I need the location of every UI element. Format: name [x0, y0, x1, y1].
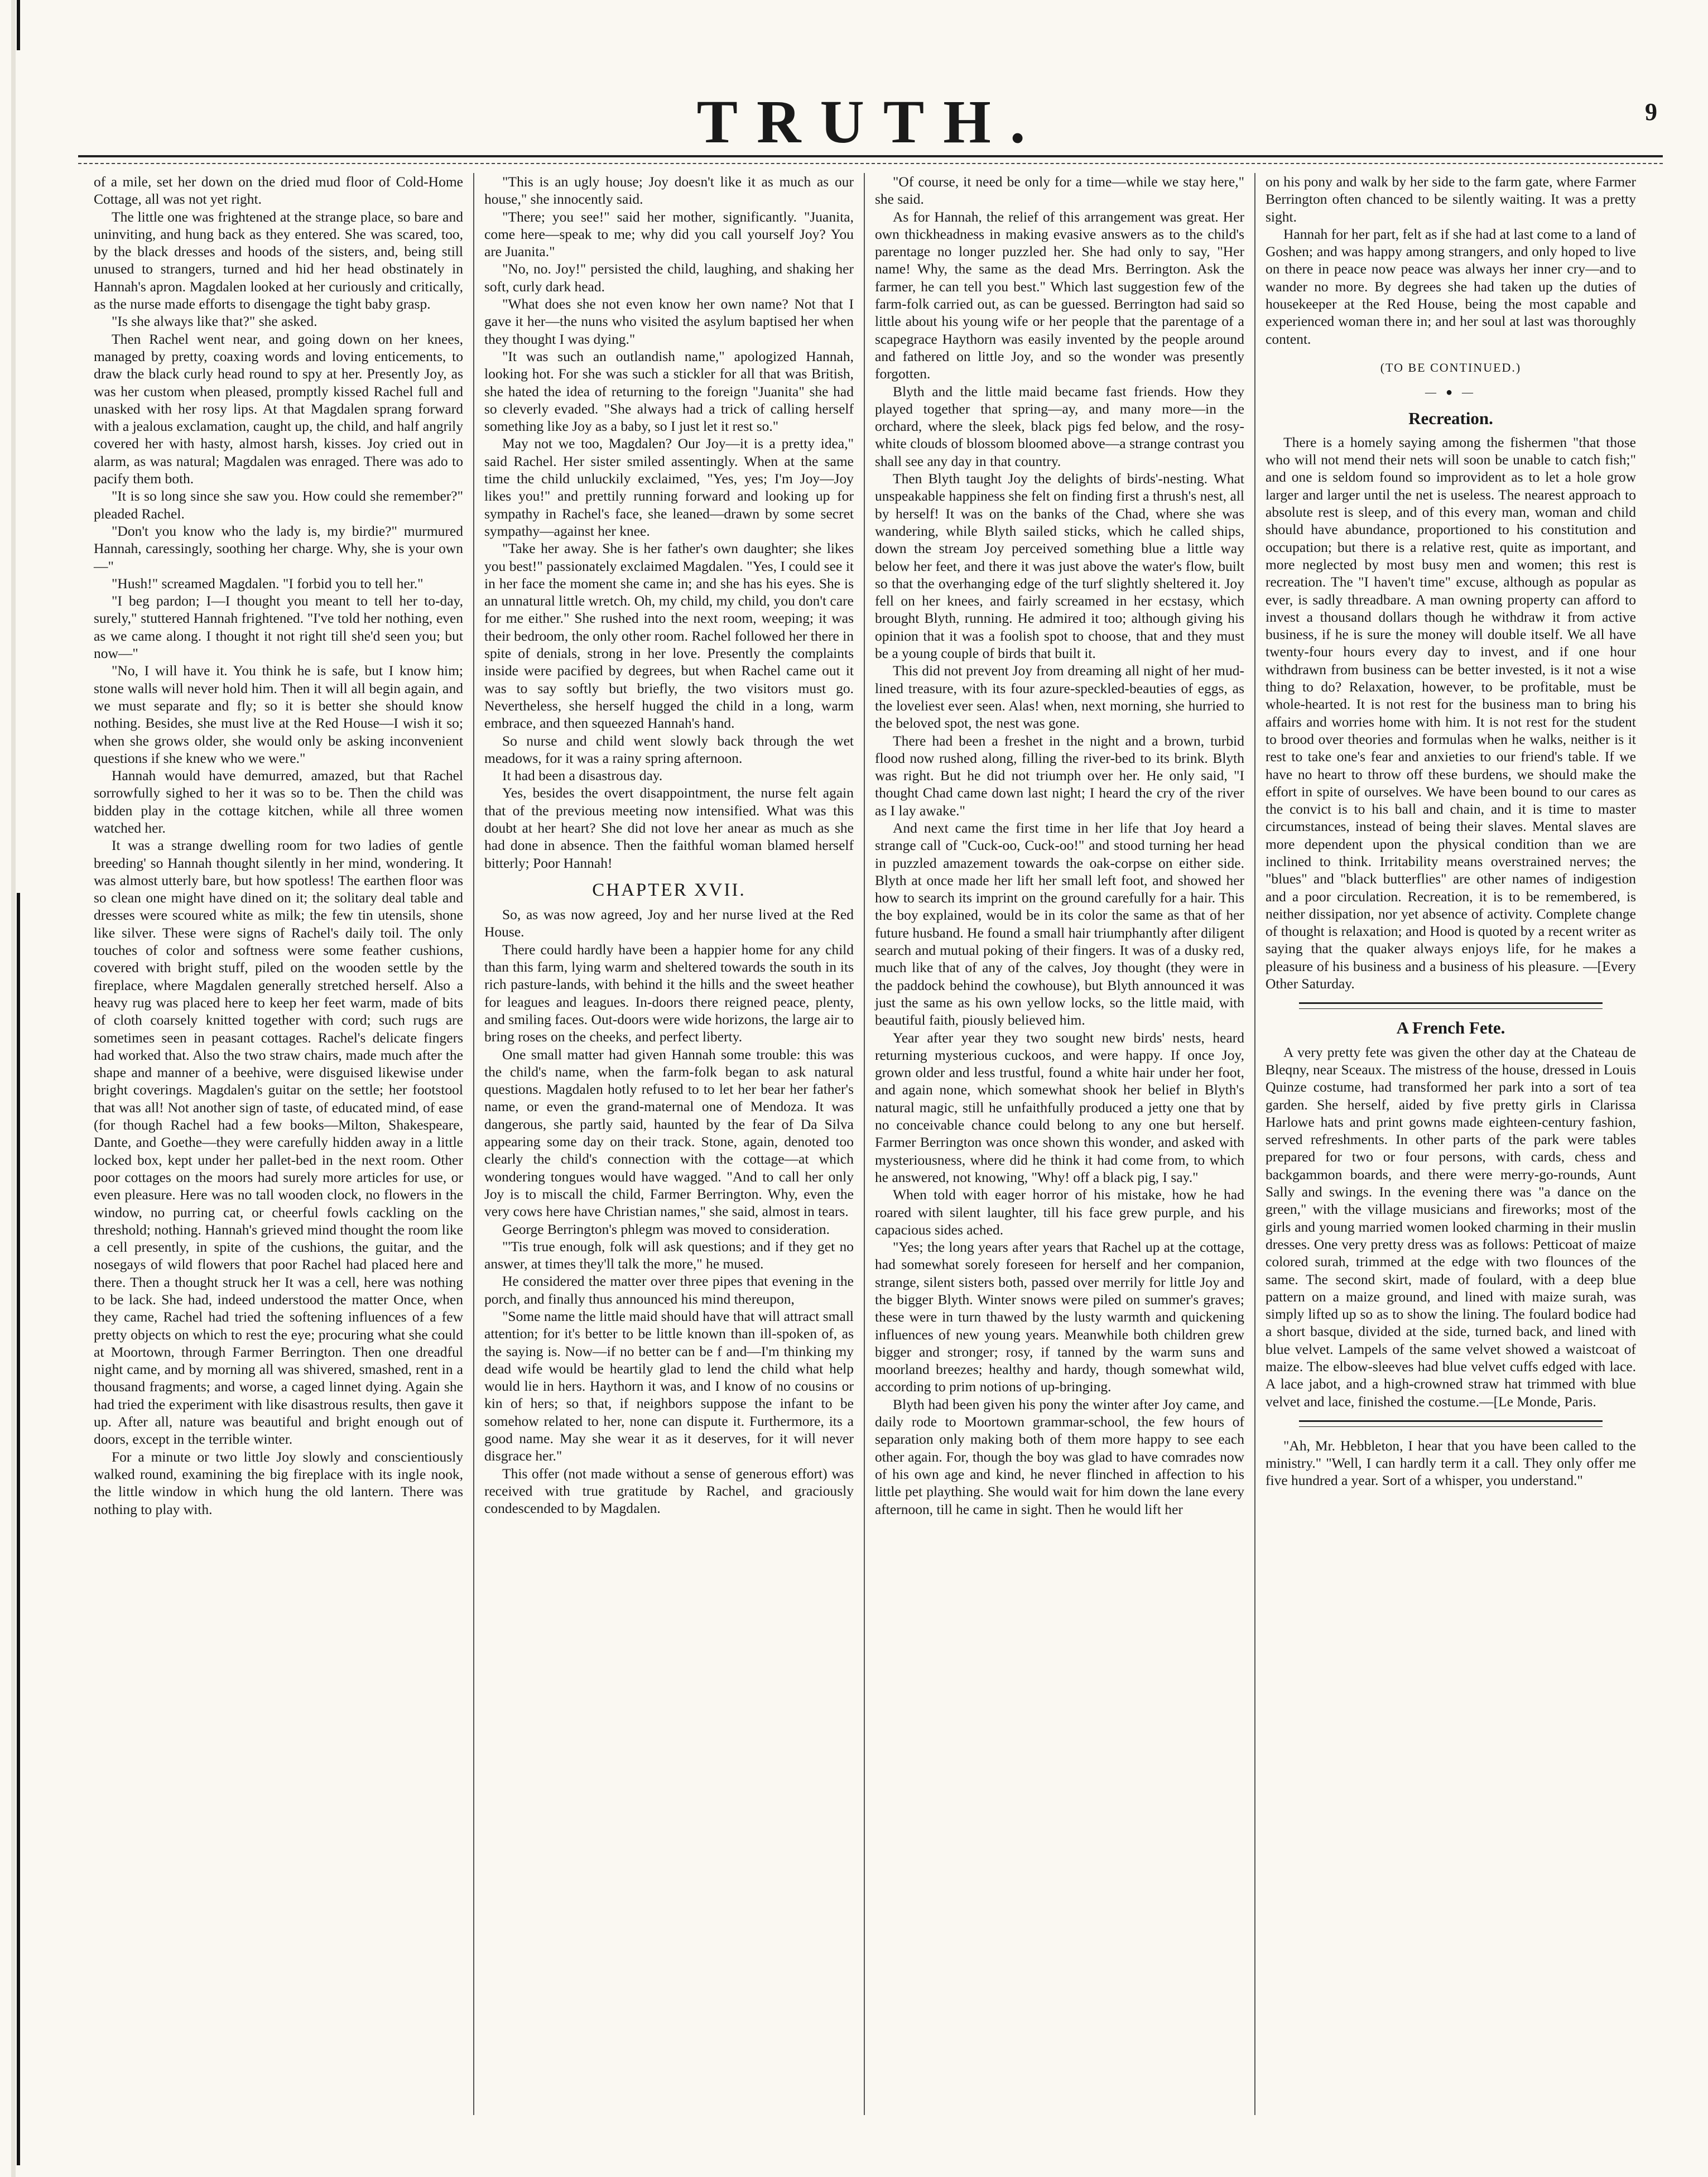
paragraph: As for Hannah, the relief of this arrangement was great. Her own thickheadness in making evasive answers as to the child's parentage no longer puzzled her. She had only to say, "Her name! Why, the same as the dead Mrs. Berrington. Ask the farmer, he can tell you best." Which last suggestion few of the farm-folk carried out, as can be guessed. Berrington had said so little about his young wife or her people that the parentage of a scapegrace Haythorn was easily invented by the people around and fathered on little Joy, and so the wonder was presently forgotten.	[875, 208, 1244, 382]
paragraph: "Take her away. She is her father's own daughter; she likes you best!" passionately exclaimed Magdalen. "Yes, I could see it in her face the moment she came in; and she has his eyes. She is an unnatural little wretch. Oh, my child, my child, you don't care for me either." She rushed into the next room, weeping; it was their bedroom, the only other room. Rachel followed her there in spite of denials, strong in her love. Presently the complaints inside were pacified by degrees, but when Rachel came out it was to say softly but briefly, the two visitors must go. Nevertheless, she herself hugged the child in a long, warm embrace, and then squeezed Hannah's hand.	[484, 540, 854, 732]
paragraph: When told with eager horror of his mistake, how he had roared with silent laughter, till his face grew purple, and his capacious sides ached.	[875, 1186, 1244, 1238]
paragraph: There is a homely saying among the fishermen "that those who will not mend their nets will soon be unable to catch fish;" and one is seldom found so improvident as to let a hole grow larger and larger until the net is useless. The nearest approach to absolute rest is sleep, and of this every man, woman and child should have abundance, proportioned to his constitution and occupation; but there is a relative rest, quite as important, and more neglected by most busy men and women; this rest is recreation. The "I haven't time" excuse, although as popular as ever, is sadly threadbare. A man owning property can afford to invest a thousand dollars though he withdraw it from active business, if he is sure the money will double itself. We all have twenty-four hours every day to invest, and if one hour withdrawn from business can be better invested, is it not a wise thing to do? Relaxation, however, to be profitable, must be whole-hearted. It is not rest for the business man to bring his affairs and worries home with him. It is not rest for the student to brood over theories and formulas when he walks, neither is it rest to take one's fear and anxieties to our friend's table. If we have no heart to throw off these burdens, we should make the effort in spite of ourselves. We have been bound to our cares as the convict is to his ball and chain, and it is time to master circumstances, instead of being their slaves. Mental slaves are more dependent upon the physical condition than we are inclined to think. Irritability means overstrained nerves; the "blues" and "black butterflies" are other names of indigestion and a poor circulation. Recreation, it is to be remembered, is neither dissipation, nor yet absence of activity. Complete change of thought is relaxation; and Hood is quoted by a recent writer as saying that the quaker always enjoys life, for he makes a pleasure of his business and a business of his pleasure. —[Every Other Saturday.	[1266, 434, 1636, 992]
paragraph: "What does she not even know her own name? Not that I gave it her—the nuns who visited the asylum baptised her when they thought I was dying."	[484, 296, 854, 347]
paragraph: So nurse and child went slowly back through the wet meadows, for it was a rainy spring afternoon.	[484, 732, 854, 766]
article-heading-french-fete: A French Fete.	[1396, 1018, 1505, 1038]
paragraph: It was a strange dwelling room for two ladies of gentle breeding' so Hannah thought silently in her mind, wondering. It was almost utterly bare, but how spotless! The earthen floor was so clean one might have dined on it; the solitary deal table and dresses were scoured white as milk; the few tin utensils, shone like silver. These were signs of Rachel's daily toil. The only touches of color and softness were some feather cushions, covered with bright stuff, piled on the wooden settle by the fireplace, where Magdalen generally stretched herself. Also a heavy rug was placed here to keep her feet warm, made of bits of cloth coarsely knitted together with cord; such rugs are sometimes seen in peasant cottages. Rachel's delicate fingers had worked that. Also the two straw chairs, made much after the shape and manner of a beehive, were disguised likewise under bright coverings. Magdalen's guitar on the settle; her footstool that was all! Not another sign of taste, of educated mind, of ease (for though Rachel had a few books—Milton, Shakespeare, Dante, and Goethe—they were carefully hidden away in a little locked box, kept under her pallet-bed in the next room. Other poor cottages on the moors had surely more articles for use, or even pleasure. Here was no tall wooden clock, no flowers in the window, no purring cat, or cheerful fowls cackling on the threshold; nothing. Hannah's grieved mind thought the room like a cell presently, in spite of the cushions, the guitar, and the nosegays of wild flowers that poor Rachel had placed here and there. Then a thought struck her It was a cell, here was nothing to be lack. She had, indeed understood the matter Once, when they came, Rachel had tried the softening influences of a few pretty objects on which to rest the eye; procuring what she could at Moortown, through Farmer Berrington. Then one dreadful night came, and by morning all was shivered, smashed, rent in a thousand fragments; and worse, a caged linnet dying. Again she had tried the experiment with like disastrous results, then gave it up. After all, nature was beautiful and bright enough out of doors, except in the terrible winter.	[94, 837, 463, 1448]
newspaper-title: TRUTH.	[696, 88, 1045, 156]
chapter-heading: CHAPTER XVII.	[592, 880, 746, 900]
masthead-rule-dashed	[78, 163, 1663, 164]
paragraph: "Ah, Mr. Hebbleton, I hear that you have been called to the ministry." "Well, I can hardly term it a call. They only offer me five hundred a year. Sort of a whisper, you understand."	[1266, 1437, 1636, 1489]
paragraph: "No, I will have it. You think he is safe, but I know him; stone walls will never hold him. Then it will all begin again, and we must separate and fly; so it is better she should know nothing. Besides, she must live at the Red House—I wish it so; when she grows older, she would only be asking inconvenient questions if she knew who we were."	[94, 662, 463, 766]
column-2	[474, 173, 865, 2115]
paragraph: "It is so long since she saw you. How could she remember?" pleaded Rachel.	[94, 488, 463, 522]
paragraph: on his pony and walk by her side to the farm gate, where Farmer Berrington often chanced to be silently waiting. It was a pretty sight.	[1266, 174, 1636, 225]
paragraph: There had been a freshet in the night and a brown, turbid flood now rushed along, filling the river-bed to its brink. Blyth was right. But he did not triumph over her. He only said, "I thought Chad came down last night; I heard the cry of the river as I lay awake."	[875, 732, 1244, 819]
column-4	[1255, 173, 1646, 2115]
column-3	[865, 173, 1255, 2115]
margin-mark	[17, 0, 20, 50]
paragraph: Hannah for her part, felt as if she had at last come to a land of Goshen; and was happy among strangers, and only hoped to live on there in peace now peace was always her inner cry—and to wander no more. By degrees she had taken up the duties of housekeeper at the Red House, being the most capable and experienced woman there in; and her soul at last was thoroughly content.	[1266, 225, 1636, 347]
paragraph: "Of course, it need be only for a time—while we stay here," she said.	[875, 174, 1244, 208]
paragraph: It had been a disastrous day.	[502, 767, 663, 784]
paragraph: Blyth had been given his pony the winter after Joy came, and daily rode to Moortown grammar-school, the few hours of separation only making both of them more happy to see each other again. For, though the boy was glad to have comrades now of his own age and kind, he never flinched in affection to his little pet plaything. She would wait for him down the lane every afternoon, till he came in sight. Then he would lift her	[875, 1396, 1244, 1517]
paragraph: "There; you see!" said her mother, significantly. "Juanita, come here—speak to me; why did you call yourself Joy? You are Juanita."	[484, 208, 854, 260]
paragraph: So, as was now agreed, Joy and her nurse lived at the Red House.	[484, 906, 854, 940]
article-heading-recreation: Recreation.	[1408, 408, 1493, 428]
paragraph: May not we too, Magdalen? Our Joy—it is a pretty idea," said Rachel. Her sister smiled assentingly. When at the same time the child unluckily exclaimed, "Yes, yes; I'm Joy—Joy likes you!" and prettily running forward and looking up for sympathy in Rachel's face, she leaned—drawn by some secret sympathy—against her knee.	[484, 435, 854, 539]
paragraph: "Don't you know who the lady is, my birdie?" murmured Hannah, caressingly, soothing her charge. Why, she is your own—"	[94, 522, 463, 574]
paragraph: Then Rachel went near, and going down on her knees, managed by pretty, coaxing words and loving enticements, to draw the black curly head round to spy at her. Presently Joy, as was her custom when pleased, promptly kissed Rachel full and unasked with her rosy lips. At that Magdalen sprang forward with a jealous exclamation, caught up, the child, and half angrily covered her with hasty, almost harsh, kisses. Joy cried out in alarm, as was natural; Magdalen was enraged. There was ado to pacify them both.	[94, 330, 463, 487]
paragraph: "No, no. Joy!" persisted the child, laughing, and shaking her soft, curly dark head.	[484, 261, 854, 295]
section-rule	[1299, 1002, 1603, 1009]
paragraph: "'Tis true enough, folk will ask questions; and if they get no answer, at times they'll talk the more," he mused.	[484, 1238, 854, 1272]
paragraph: This offer (not made without a sense of generous effort) was received with true gratitude by Rachel, and graciously condescended to by Magdalen.	[484, 1465, 854, 1517]
paragraph: He considered the matter over three pipes that evening in the porch, and finally thus announced his mind thereupon,	[484, 1273, 854, 1307]
section-rule	[1299, 1420, 1603, 1427]
paragraph: This did not prevent Joy from dreaming all night of her mud-lined treasure, with its four azure-speckled-beauties of eggs, as the loveliest ever seen. Alas! when, next morning, she hurried to the beloved spot, the nest was gone.	[875, 662, 1244, 732]
paragraph: "Some name the little maid should have that will attract small attention; for it's better to be little known than ill-spoken of, as the saying is. Now—if no better can be f and—I'm thinking my dead wife would be heartily glad to lend the child what help would lie in hers. Haythorn it was, and I know of no cousins or kin of hers; so that, if neighbors suppose the infant to be somehow related to her, none can dispute it. Furthermore, its a good name. May she wear it as it deserves, for it will never disgrace her."	[484, 1308, 854, 1464]
paragraph: One small matter had given Hannah some trouble: this was the child's name, when the farm-folk began to ask natural questions. Magdalen hotly refused to to let her bear her father's name, or even the grand-maternal one of Mendoza. It was dangerous, she partly said, haunted by the fear of Da Silva appearing some day on their track. Stone, again, denoted too clearly the child's connection with the cottage—at which wondering tongues would have wagged. "And to call her only Joy is to miscall the child, Farmer Berrington. Why, even the very cows here have Christian names," she said, almost in tears.	[484, 1046, 854, 1220]
page-number: 9	[1645, 98, 1657, 126]
paragraph: "This is an ugly house; Joy doesn't like it as much as our house," she innocently said.	[484, 174, 854, 208]
paragraph: "Hush!" screamed Magdalen. "I forbid you to tell her."	[112, 575, 424, 592]
column-1	[84, 173, 474, 2115]
paragraph: And next came the first time in her life that Joy heard a strange call of "Cuck-oo, Cuck-oo!" and stood turning her head in puzzled amazement towards the oak-corpse on either side. Blyth at once made her lift her small left foot, and showed her how to search its imprint on the ground carefully for a hair. This the boy explained, would be in its color the same as that of her future husband. He found a small hair triumphantly after diligent search and mutual poking of their fingers. It was of a dusky red, much like that of any of the calves, Joy thought (they were in the paddock behind the cowhouse), but Blyth announced it was just the same as his own yellow locks, so the little maid, with beautiful faith, piously believed him.	[875, 819, 1244, 1029]
paragraph: "I beg pardon; I—I thought you meant to tell her to-day, surely," stuttered Hannah frightened. "I've told her nothing, even as we came along. I thought it not right till she'd seen you; but now—"	[94, 593, 463, 662]
paragraph: Year after year they two sought new birds' nests, heard returning mysterious cuckoos, and were happy. If once Joy, grown older and less trustful, found a white hair under her foot, and again none, which somewhat shook her belief in Blyth's natural magic, still he unfaithfully produced a jetty one that by no conceivable chance could belong to any one but herself. Farmer Berrington was once shown this wonder, and asked with mysteriousness, where did he think it had come from, to which he answered, not knowing, "Why! off a black pig, I say."	[875, 1029, 1244, 1185]
paragraph: For a minute or two little Joy slowly and conscientiously walked round, examining the big fireplace with its ingle nook, the little window in which hung the old lantern. There was nothing to play with.	[94, 1448, 463, 1517]
paragraph: A very pretty fete was given the other day at the Chateau de Bleqny, near Sceaux. The mistress of the house, dressed in Louis Quinze costume, had transformed her park into a sort of tea garden. She herself, aided by five pretty girls in Clarissa Harlowe hats and print gowns made eighteen-century fashion, served refreshments. In other parts of the park were tables prepared for two or four persons, with cards, chess and backgammon boards, and there were merry-go-rounds, Aunt Sally and swings. In the evening there was "a dance on the green," with the village musicians and fireworks; most of the girls and young married women looked charming in their muslin dresses. One very pretty dress was as follows: Petticoat of maize colored surah, trimmed at the edge with two flounces of the same. The second skirt, made of foulard, with a deep blue pattern on a maize ground, and lined with maize surah, was simply lifted up so as to show the lining. The foulard bodice had a short basque, divided at the side, turned back, and lined with blue velvet. Lampels of the same velvet showed a waistcoat of maize. The elbow-sleeves had blue velvet cuffs edged with lace. A lace jabot, and a high-crowned straw hat trimmed with blue velvet and lace, finished the costume.—[Le Monde, Paris.	[1266, 1044, 1636, 1410]
page-margin-edge	[11, 0, 16, 2177]
article-columns	[84, 173, 1663, 2115]
paragraph: There could hardly have been a happier home for any child than this farm, lying warm and sheltered towards the south in its rich pasture-lands, with behind it the hills and the sweet heather for leagues and leagues. In-doors there reigned peace, plenty, and smiling faces. Out-doors were wide horizons, the large air to bring roses on the cheeks, and perfect liberty.	[484, 941, 854, 1045]
paragraph: "Yes; the long years after years that Rachel up at the cottage, had somewhat sorely foreseen for herself and her companion, strange, silent sisters both, passed over merrily for little Joy and the bigger Blyth. Winter snows were piled on summer's graves; these were in turn thawed by the lusty warmth and quickening influences of new young years. Meanwhile both children grew bigger and stronger; rosy, if tanned by the warm suns and moorland breezes; healthy and hardy, though somewhat wild, according to prim notions of up-bringing.	[875, 1239, 1244, 1395]
margin-mark	[17, 893, 20, 2165]
paragraph: of a mile, set her down on the dried mud floor of Cold-Home Cottage, all was not yet right.	[94, 174, 463, 208]
paragraph: Hannah would have demurred, amazed, but that Rachel sorrowfully sighed to her it was so to be. Then the child was bidden play in the cottage kitchen, while all three women watched her.	[94, 767, 463, 836]
paragraph: "It was such an outlandish name," apologized Hannah, looking hot. For she was such a stickler for all that was British, she hated the idea of returning to the foreign "Juanita" she had so cleverly evaded. "She always had a trick of calling herself something like Joy as a baby, so I just let it rest so."	[484, 348, 854, 435]
masthead-rule	[78, 155, 1663, 157]
paragraph: "Is she always like that?" she asked.	[112, 313, 317, 330]
to-be-continued: (TO BE CONTINUED.)	[1380, 360, 1522, 374]
paragraph: George Berrington's phlegm was moved to consideration.	[502, 1220, 830, 1237]
masthead	[73, 75, 1668, 159]
paragraph: The little one was frightened at the strange place, so bare and uninviting, and hung back as they entered. She was scared, too, by the black dresses and hoods of the sisters, and, being still unused to strangers, turned and hid her head obstinately in Hannah's apron. Magdalen looked at her curiously and critically, as the nurse made efforts to disengage the tight baby grasp.	[94, 208, 463, 313]
section-separator: — ● —	[1425, 386, 1477, 399]
paragraph: Yes, besides the overt disappointment, the nurse felt again that of the previous meeting now intensified. What was this doubt at her heart? She did not love her anear as much as she had done in absence. Then the faithful woman blamed herself bitterly; Poor Hannah!	[484, 785, 854, 871]
paragraph: Blyth and the little maid became fast friends. How they played together that spring—ay, and many more—in the orchard, where the sleek, black pigs fed below, and the rosy-white clouds of blossom bloomed above—a strange contrast you shall see any day in that country.	[875, 383, 1244, 469]
paragraph: Then Blyth taught Joy the delights of birds'-nesting. What unspeakable happiness she felt on finding first a thrush's nest, all by herself! It was on the banks of the Chad, where she was wandering, while Blyth sailed sticks, which he called ships, down the stream Joy perceived something blue a little way below her feet, and there it was just above the water's flow, built so that the overhanging edge of the turf slightly sheltered it. Joy fell on her knees, and fairly screamed in her ecstasy, which brought Blyth, running. He admired it too; although giving his opinion that it was a foolish spot to choose, that and they must be a young couple of birds that built it.	[875, 470, 1244, 662]
